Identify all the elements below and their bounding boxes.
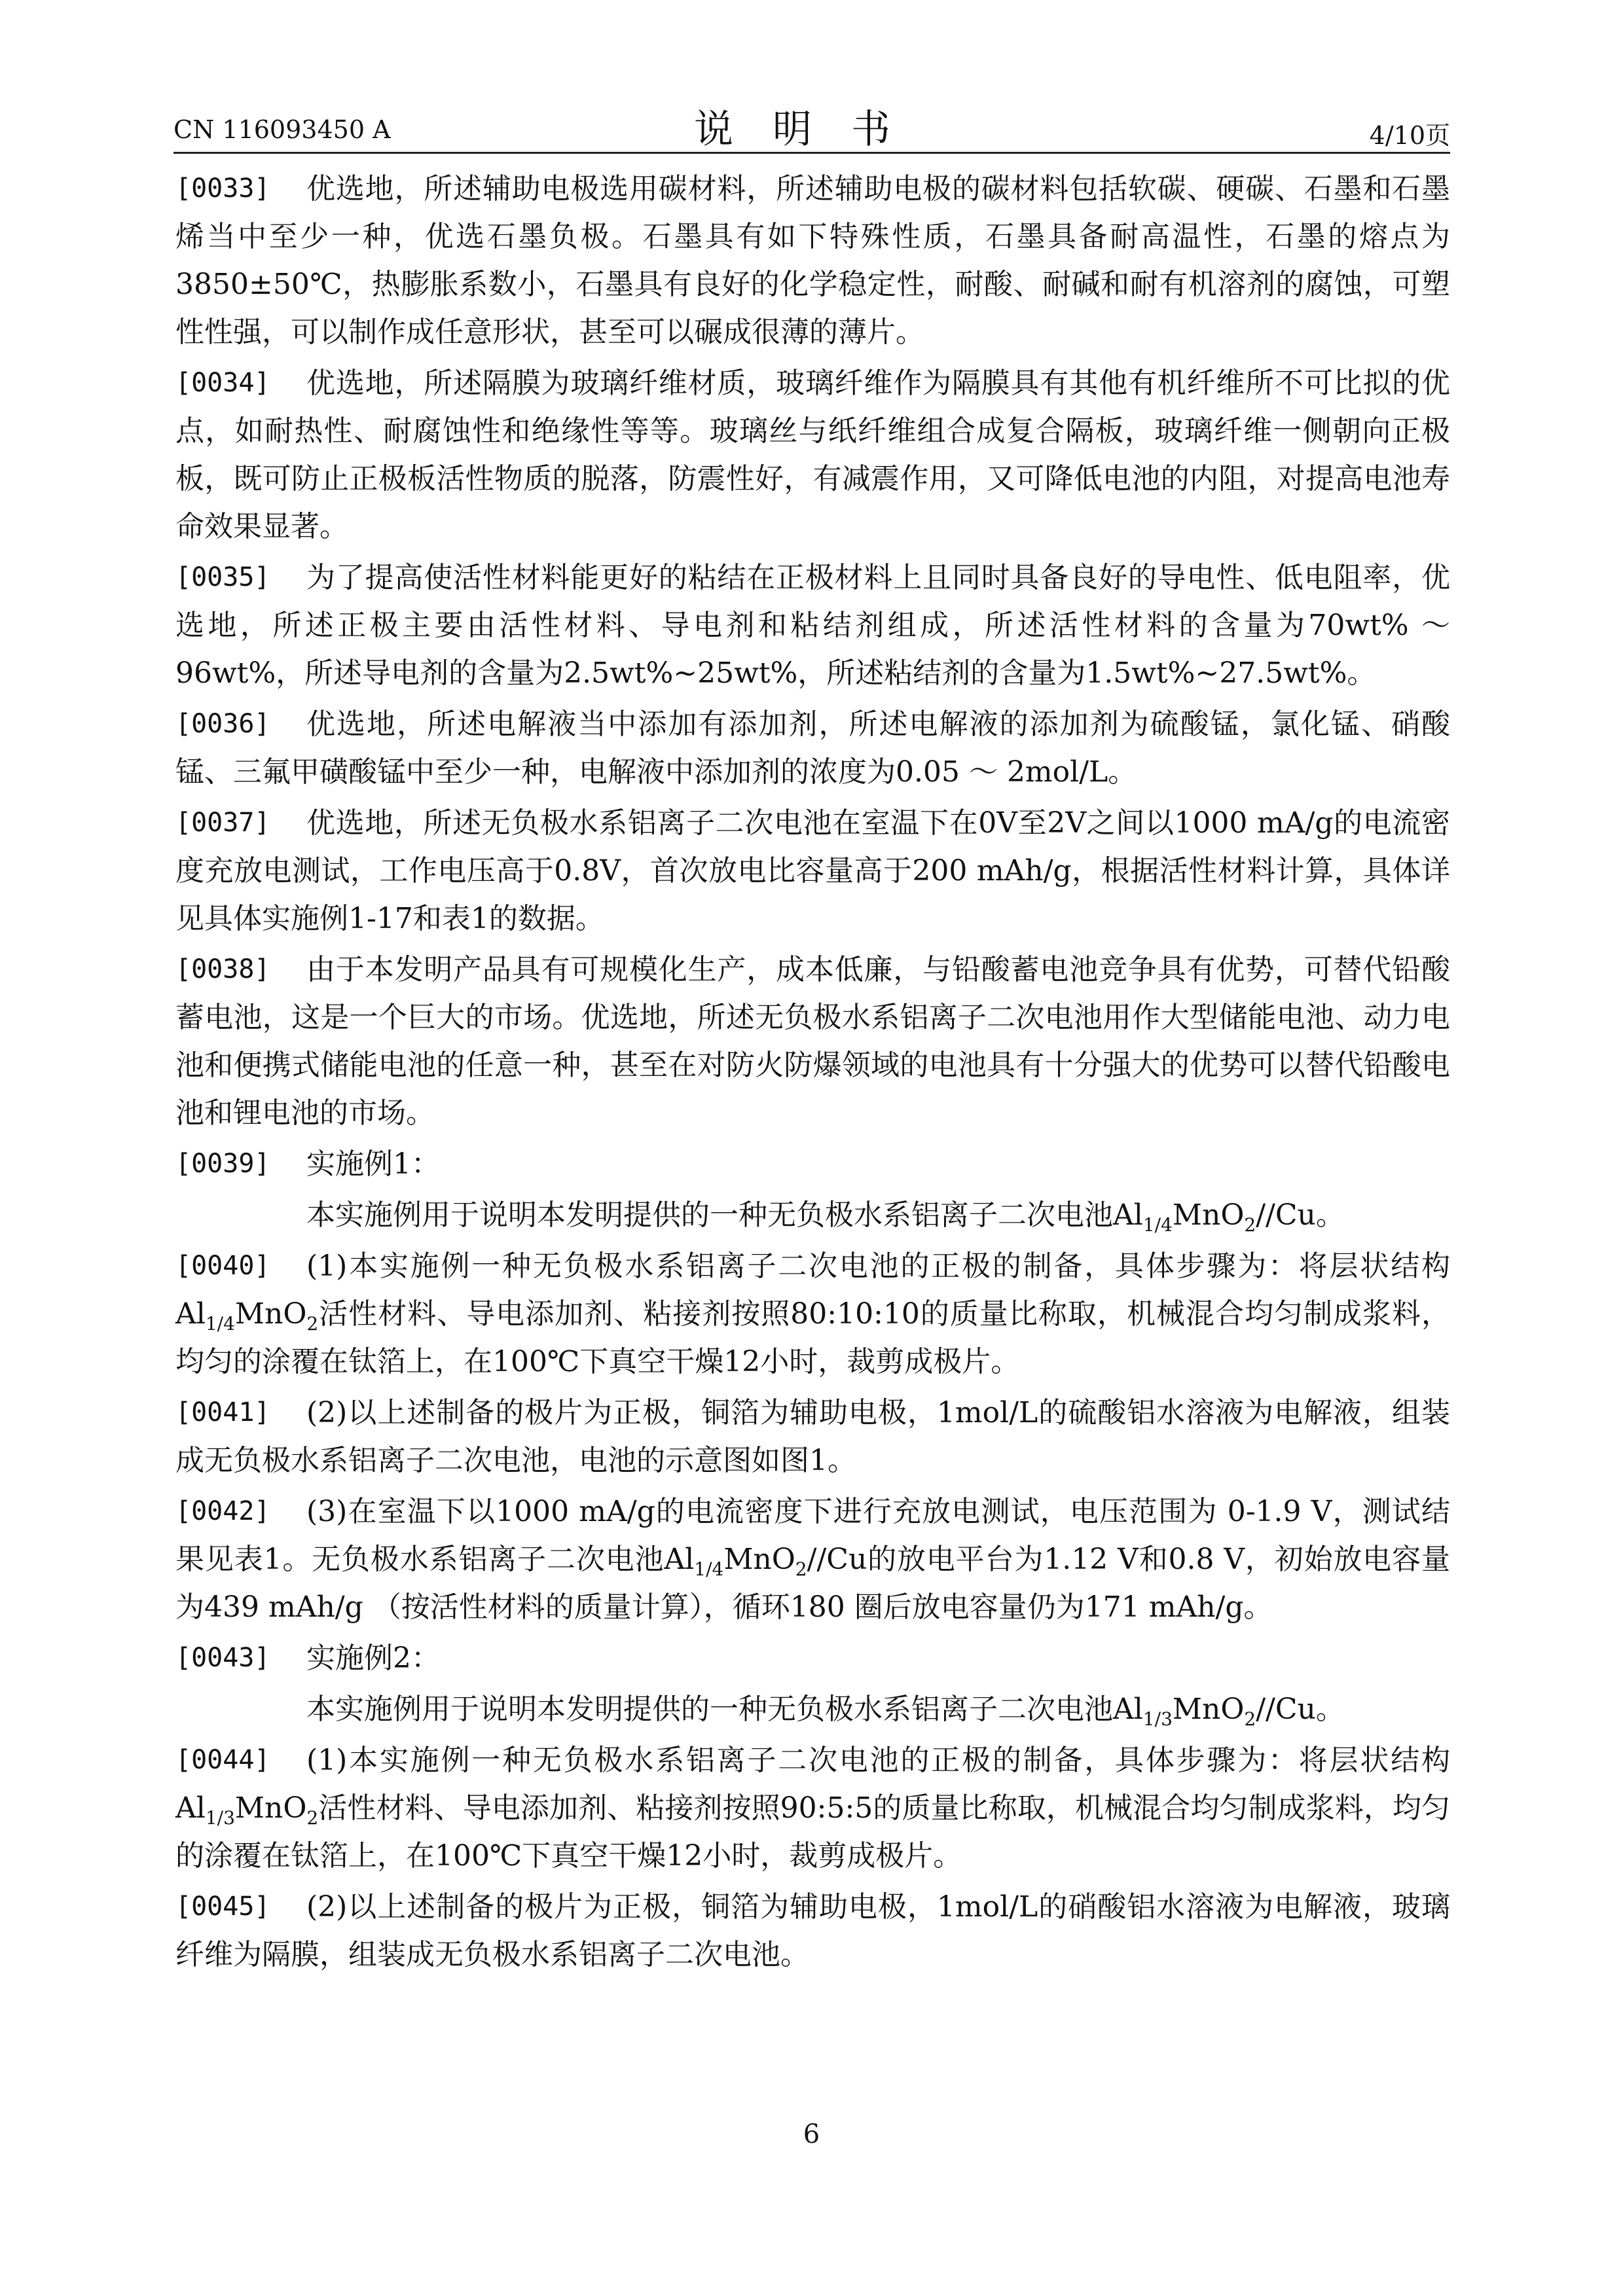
paragraph-number: [0038] [175,954,270,984]
paragraph-text: (3)在室温下以1000 mA/g的电流密度下进行充放电测试，电压范围为 0-1.9 V，测试结果见表1。无负极水系铝离子二次电池$Al_{1/4}MnO_2//Cu$的放电平台为1.12 V和0.8 V，初始放电容量为439 mAh/g （按活性材料的质量计算），循环180 圈后放电容量仍为171 mAh/g。 [175,1495,1451,1624]
paragraph-0043 [175,1634,1450,1682]
paragraph-text: (1)本实施例一种无负极水系铝离子二次电池的正极的制备，具体步骤为：将层状结构$Al_{1/4}MnO_2$活性材料、导电添加剂、粘接剂按照80:10:10的质量比称取，机械混合均匀制成浆料，均匀的涂覆在钛箔上，在100℃下真空干燥12小时，裁剪成极片。 [175,1249,1450,1378]
paragraph-number: [0035] [175,562,270,592]
page-count: 4/10页 [1369,121,1450,150]
paragraph-0038 [175,946,1450,1137]
paragraph-text: (2)以上述制备的极片为正极，铜箔为辅助电极，1mol/L的硝酸铝水溶液为电解液，玻璃纤维为隔膜，组装成无负极水系铝离子二次电池。 [175,1890,1450,1971]
paragraph-number: [0041] [175,1397,270,1427]
paragraph-number: [0045] [175,1892,270,1922]
example-2-intro: 本实施例用于说明本发明提供的一种无负极水系铝离子二次电池$Al_{1/3}MnO_2//Cu$。 [306,1693,1345,1730]
paragraph-0044 [175,1736,1450,1880]
paragraph-text: (2)以上述制备的极片为正极，铜箔为辅助电极，1mol/L的硫酸铝水溶液为电解液，组装成无负极水系铝离子二次电池，电池的示意图如图1。 [175,1396,1450,1477]
paragraph-text: 优选地，所述无负极水系铝离子二次电池在室温下在0V至2V之间以1000 mA/g的电流密度充放电测试，工作电压高于0.8V，首次放电比容量高于200 mAh/g，根据活性材料计算，具体详见具体实施例1-17和表1的数据。 [175,806,1450,935]
example-heading: 实施例1： [306,1147,440,1181]
paragraph-number: [0034] [175,368,270,398]
page-header [173,98,1450,151]
paragraph-0035 [175,554,1450,697]
paragraph-number: [0039] [175,1149,270,1179]
paragraph-number: [0036] [175,709,270,739]
paragraph-text: 优选地，所述辅助电极选用碳材料，所述辅助电极的碳材料包括软碳、硬碳、石墨和石墨烯当中至少一种，优选石墨负极。石墨具有如下特殊性质，石墨具备耐高温性，石墨的熔点为3850±50℃，热膨胀系数小，石墨具有良好的化学稳定性，耐酸、耐碱和耐有机溶剂的腐蚀，可塑性性强，可以制作成任意形状，甚至可以碾成很薄的薄片。 [175,172,1450,349]
paragraph-0045 [175,1883,1450,1979]
paragraph-0040 [175,1242,1450,1386]
page-number: 6 [803,2119,820,2149]
paragraph-0036 [175,700,1450,796]
paragraph-text: 由于本发明产品具有可规模化生产，成本低廉，与铅酸蓄电池竞争具有优势，可替代铅酸蓄电池，这是一个巨大的市场。优选地，所述无负极水系铝离子二次电池用作大型储能电池、动力电池和便携式储能电池的任意一种，甚至在对防火防爆领域的电池具有十分强大的优势可以替代铅酸电池和锂电池的市场。 [175,953,1450,1130]
paragraph-0039 [175,1140,1450,1188]
paragraph-0041 [175,1389,1450,1484]
example-heading: 实施例2： [306,1641,440,1675]
header-rule [173,152,1450,154]
paragraph-number: [0043] [175,1643,270,1673]
paragraph-0034 [175,359,1450,550]
paragraph-text: 优选地，所述电解液当中添加有添加剂，所述电解液的添加剂为硫酸锰，氯化锰、硝酸锰、三氟甲磺酸锰中至少一种，电解液中添加剂的浓度为0.05 ～ 2mol/L。 [175,708,1450,789]
document-body [175,165,1450,1982]
patent-number: CN 116093450 A [173,115,391,144]
paragraph-number: [0040] [175,1251,270,1281]
document-title: 说明书 [694,107,930,152]
example-1-intro: 本实施例用于说明本发明提供的一种无负极水系铝离子二次电池$Al_{1/4}MnO_2//Cu$。 [306,1198,1345,1236]
paragraph-number: [0037] [175,808,270,838]
paragraph-text: 优选地，所述隔膜为玻璃纤维材质，玻璃纤维作为隔膜具有其他有机纤维所不可比拟的优点，如耐热性、耐腐蚀性和绝缘性等等。玻璃丝与纸纤维组合成复合隔板，玻璃纤维一侧朝向正极板，既可防止正极板活性物质的脱落，防震性好，有减震作用，又可降低电池的内阻，对提高电池寿命效果显著。 [175,367,1450,543]
paragraph-0033 [175,165,1450,356]
paragraph-number: [0033] [175,173,270,204]
paragraph-text: (1)本实施例一种无负极水系铝离子二次电池的正极的制备，具体步骤为：将层状结构$Al_{1/3}MnO_2$活性材料、导电添加剂、粘接剂按照90:5:5的质量比称取，机械混合均匀制成浆料，均匀的涂覆在钛箔上，在100℃下真空干燥12小时，裁剪成极片。 [175,1744,1450,1873]
paragraph-0042 [175,1488,1450,1631]
paragraph-0037 [175,799,1450,942]
paragraph-number: [0044] [175,1745,270,1775]
paragraph-number: [0042] [175,1496,270,1526]
paragraph-text: 为了提高使活性材料能更好的粘结在正极材料上且同时具备良好的导电性、低电阻率，优选地，所述正极主要由活性材料、导电剂和粘结剂组成，所述活性材料的含量为70wt% ～ 96wt%，所述导电剂的含量为2.5wt%~25wt%，所述粘结剂的含量为1.5wt%~27.5wt%。 [175,561,1450,690]
